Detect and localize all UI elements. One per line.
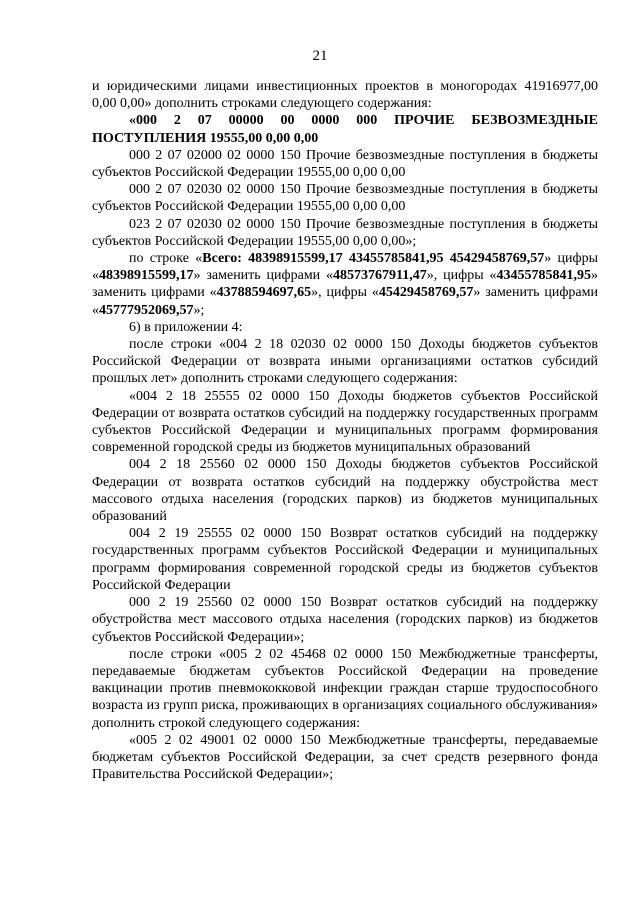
text-run: » заменить цифрами « (92, 268, 598, 301)
bold-run: 48398915599,17 (99, 268, 194, 284)
paragraph-appendix-heading: 6) в приложении 4: (129, 319, 243, 335)
paragraph-code-line: 004 2 19 25555 02 0000 150 Возврат остатков субсидий на поддержку государственных программ субъектов Российской Федерации и муниципальных программ формирования современной городской среды из бюджетов субъектов Российской Федерации (92, 526, 598, 593)
text-run: » заменить цифрами « (193, 268, 334, 284)
paragraph-code-line: 000 2 19 25560 02 0000 150 Возврат остатков субсидий на поддержку обустройства мест массового отдыха населения (городских парков) из бюджетов субъектов Российской Федерации»; (92, 595, 598, 645)
paragraph-total-replacement (92, 250, 598, 319)
text-run: » заменить цифрами « (92, 285, 598, 318)
paragraph-bold-heading-line (92, 112, 598, 146)
bold-run: 43455785841,95 (496, 268, 591, 284)
paragraph-after-line: после строки «004 2 18 02030 02 0000 150 Доходы бюджетов субъектов Российской Федерации от возврата иными организациями остатков субсидий прошлых лет» дополнить строками следующего содержания: (92, 337, 598, 387)
bold-run: 48573767911,47 (333, 268, 427, 284)
paragraph-code-line: «005 2 02 49001 02 0000 150 Межбюджетные трансферты, передаваемые бюджетам субъектов Российской Федерации, за счет средств резервного фонда Правительства Российской Федерации»; (92, 732, 598, 783)
paragraph-continuation: и юридическими лицами инвестиционных проектов в моногородах 41916977,00 0,00 0,00» дополнить строками следующего содержания: (92, 79, 598, 112)
text-run: по строке « (129, 251, 203, 267)
bold-run: Всего: 48398915599,17 43455785841,95 45429458769,57 (202, 251, 545, 267)
text-run: »; (193, 302, 205, 318)
text-run: », цифры « (426, 268, 497, 284)
text-run: » цифры « (92, 251, 598, 284)
bold-heading-text: «000 2 07 00000 00 0000 000 ПРОЧИЕ БЕЗВОЗМЕЗДНЫЕ ПОСТУПЛЕНИЯ 19555,00 0,00 0,00 (92, 113, 598, 146)
paragraph-code-line: 000 2 07 02000 02 0000 150 Прочие безвозмездные поступления в бюджеты субъектов Российской Федерации 19555,00 0,00 0,00 (92, 147, 598, 181)
paragraph-code-line: 000 2 07 02030 02 0000 150 Прочие безвозмездные поступления в бюджеты субъектов Российской Федерации 19555,00 0,00 0,00 (92, 182, 598, 215)
paragraph-code-line: 004 2 18 25560 02 0000 150 Доходы бюджетов субъектов Российской Федерации от возврата остатков субсидий на поддержку обустройства мест массового отдыха населения (городских парков) из бюджетов муниципальных образований (92, 457, 598, 525)
bold-run: 43788594697,65 (216, 285, 312, 301)
document-body (92, 78, 598, 783)
text-run: », цифры « (311, 285, 379, 301)
bold-run: 45777952069,57 (99, 302, 194, 318)
paragraph-code-line: 023 2 07 02030 02 0000 150 Прочие безвозмездные поступления в бюджеты субъектов Российской Федерации 19555,00 0,00 0,00»; (92, 216, 598, 249)
paragraph-code-line: «004 2 18 25555 02 0000 150 Доходы бюджетов субъектов Российской Федерации от возврата остатков субсидий на поддержку государственных программ субъектов Российской Федерации и муниципальных программ формирования современной городской среды из бюджетов муниципальных образований (92, 388, 598, 456)
paragraph-after-line: после строки «005 2 02 45468 02 0000 150 Межбюджетные трансферты, передаваемые бюджетам субъектов Российской Федерации на проведение вакцинации против пневмококковой инфекции граждан старше трудоспособного возраста из групп риска, проживающих в организациях социального обслуживания» дополнить строкой следующего содержания: (92, 646, 598, 731)
bold-run: 45429458769,57 (378, 285, 474, 301)
page-number: 21 (312, 48, 328, 64)
